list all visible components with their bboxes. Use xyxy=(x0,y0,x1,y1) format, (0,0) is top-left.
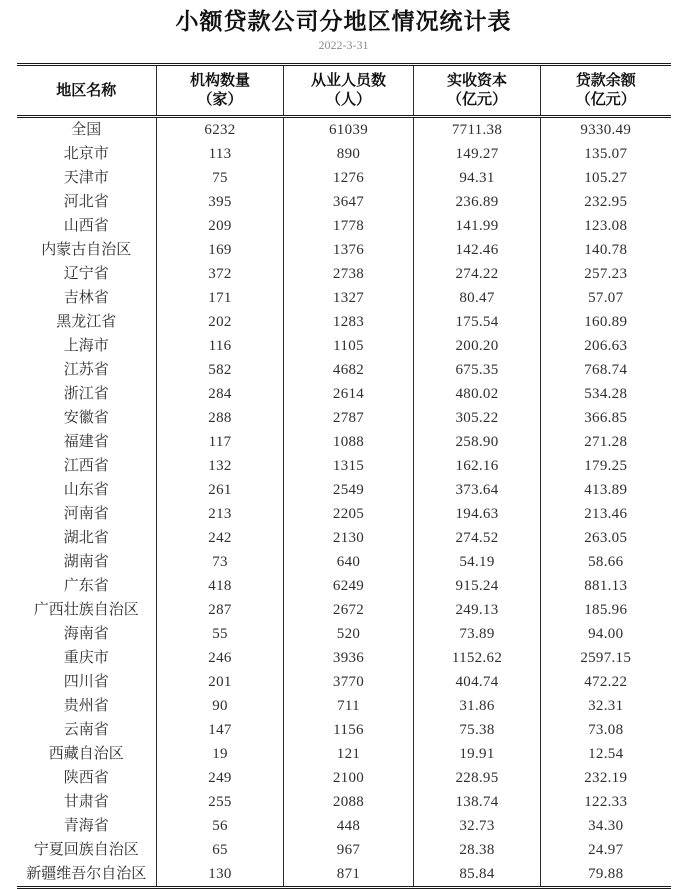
cell-loans: 105.27 xyxy=(541,166,671,190)
cell-loans: 57.07 xyxy=(541,286,671,310)
cell-institutions: 117 xyxy=(157,430,284,454)
cell-loans: 73.08 xyxy=(541,718,671,742)
cell-employees: 1105 xyxy=(284,334,414,358)
cell-region: 江西省 xyxy=(63,458,109,474)
cell-employees: 3936 xyxy=(284,646,414,670)
column-header-employees-label: 从业人员数 xyxy=(310,72,386,89)
column-header-employees-unit: （人） xyxy=(325,91,371,108)
cell-capital: 675.35 xyxy=(414,358,541,382)
cell-loans: 2597.15 xyxy=(541,646,671,670)
cell-capital: 80.47 xyxy=(414,286,541,310)
cell-region: 浙江省 xyxy=(63,386,109,402)
cell-employees: 2738 xyxy=(284,262,414,286)
table-row xyxy=(17,694,671,718)
cell-employees: 3647 xyxy=(284,190,414,214)
cell-institutions: 582 xyxy=(157,358,284,382)
table-row xyxy=(17,766,671,790)
cell-loans: 79.88 xyxy=(541,862,671,888)
cell-loans: 232.95 xyxy=(541,190,671,214)
cell-region: 安徽省 xyxy=(63,410,109,426)
statistics-table xyxy=(17,63,671,889)
cell-loans: 206.63 xyxy=(541,334,671,358)
cell-institutions: 372 xyxy=(157,262,284,286)
cell-capital: 7711.38 xyxy=(414,117,541,143)
cell-employees: 640 xyxy=(284,550,414,574)
cell-institutions: 246 xyxy=(157,646,284,670)
cell-institutions: 65 xyxy=(157,838,284,862)
cell-capital: 249.13 xyxy=(414,598,541,622)
table-body xyxy=(17,117,671,888)
cell-region: 上海市 xyxy=(63,338,109,354)
column-header-institutions-label: 机构数量 xyxy=(189,72,250,89)
cell-region: 天津市 xyxy=(63,170,109,186)
cell-institutions: 201 xyxy=(157,670,284,694)
cell-region: 内蒙古自治区 xyxy=(41,242,132,258)
cell-loans: 179.25 xyxy=(541,454,671,478)
cell-capital: 274.52 xyxy=(414,526,541,550)
cell-institutions: 132 xyxy=(157,454,284,478)
cell-loans: 9330.49 xyxy=(541,117,671,143)
cell-institutions: 213 xyxy=(157,502,284,526)
cell-institutions: 147 xyxy=(157,718,284,742)
cell-capital: 373.64 xyxy=(414,478,541,502)
table-row xyxy=(17,550,671,574)
cell-loans: 768.74 xyxy=(541,358,671,382)
cell-loans: 263.05 xyxy=(541,526,671,550)
cell-institutions: 6232 xyxy=(157,117,284,143)
cell-region: 陕西省 xyxy=(63,770,109,786)
cell-loans: 32.31 xyxy=(541,694,671,718)
cell-loans: 12.54 xyxy=(541,742,671,766)
cell-employees: 121 xyxy=(284,742,414,766)
cell-capital: 1152.62 xyxy=(414,646,541,670)
table-row xyxy=(17,502,671,526)
cell-employees: 2088 xyxy=(284,790,414,814)
cell-region: 黑龙江省 xyxy=(56,314,117,330)
cell-region: 福建省 xyxy=(63,434,109,450)
column-header-institutions-unit: （家） xyxy=(197,91,243,108)
cell-loans: 135.07 xyxy=(541,142,671,166)
cell-capital: 32.73 xyxy=(414,814,541,838)
cell-institutions: 90 xyxy=(157,694,284,718)
column-header-capital xyxy=(414,65,541,117)
cell-employees: 3770 xyxy=(284,670,414,694)
column-header-loans-unit: （亿元） xyxy=(575,91,636,108)
cell-region: 四川省 xyxy=(63,674,109,690)
cell-capital: 274.22 xyxy=(414,262,541,286)
cell-employees: 2549 xyxy=(284,478,414,502)
cell-employees: 890 xyxy=(284,142,414,166)
column-header-institutions xyxy=(157,65,284,117)
cell-region: 全国 xyxy=(71,122,102,138)
table-row xyxy=(17,142,671,166)
cell-institutions: 209 xyxy=(157,214,284,238)
cell-capital: 19.91 xyxy=(414,742,541,766)
cell-institutions: 55 xyxy=(157,622,284,646)
cell-loans: 881.13 xyxy=(541,574,671,598)
cell-region: 重庆市 xyxy=(63,650,109,666)
cell-capital: 236.89 xyxy=(414,190,541,214)
cell-region: 新疆维吾尔自治区 xyxy=(17,862,157,888)
cell-employees: 1283 xyxy=(284,310,414,334)
page-title: 小额贷款公司分地区情况统计表 xyxy=(175,8,512,34)
cell-loans: 257.23 xyxy=(541,262,671,286)
cell-region: 北京市 xyxy=(63,146,109,162)
cell-loans: 213.46 xyxy=(541,502,671,526)
table-row xyxy=(17,526,671,550)
cell-employees: 2100 xyxy=(284,766,414,790)
cell-loans: 160.89 xyxy=(541,310,671,334)
cell-capital: 194.63 xyxy=(414,502,541,526)
cell-capital: 73.89 xyxy=(414,622,541,646)
cell-institutions: 255 xyxy=(157,790,284,814)
cell-institutions: 169 xyxy=(157,238,284,262)
table-row xyxy=(17,838,671,862)
cell-employees: 1327 xyxy=(284,286,414,310)
cell-capital: 85.84 xyxy=(414,862,541,888)
column-header-region-label: 地区名称 xyxy=(56,81,117,99)
cell-loans: 94.00 xyxy=(541,622,671,646)
table-row xyxy=(17,430,671,454)
cell-institutions: 261 xyxy=(157,478,284,502)
cell-employees: 967 xyxy=(284,838,414,862)
column-header-region xyxy=(17,65,157,117)
cell-employees: 1315 xyxy=(284,454,414,478)
cell-capital: 141.99 xyxy=(414,214,541,238)
table-row xyxy=(17,358,671,382)
cell-employees: 1276 xyxy=(284,166,414,190)
cell-capital: 149.27 xyxy=(414,142,541,166)
cell-employees: 2130 xyxy=(284,526,414,550)
table-row xyxy=(17,454,671,478)
table-row xyxy=(17,310,671,334)
cell-employees: 2205 xyxy=(284,502,414,526)
table-header-row xyxy=(17,65,671,117)
cell-employees: 2672 xyxy=(284,598,414,622)
cell-region: 青海省 xyxy=(63,818,109,834)
cell-institutions: 19 xyxy=(157,742,284,766)
cell-employees: 1376 xyxy=(284,238,414,262)
cell-region: 辽宁省 xyxy=(63,266,109,282)
column-header-loans xyxy=(541,65,671,117)
report-date: 2022-3-31 xyxy=(318,38,369,52)
cell-capital: 200.20 xyxy=(414,334,541,358)
cell-capital: 28.38 xyxy=(414,838,541,862)
cell-capital: 94.31 xyxy=(414,166,541,190)
cell-loans: 122.33 xyxy=(541,790,671,814)
column-header-loans-label: 贷款余额 xyxy=(575,72,636,89)
cell-capital: 915.24 xyxy=(414,574,541,598)
table-row xyxy=(17,166,671,190)
table-row xyxy=(17,598,671,622)
cell-institutions: 249 xyxy=(157,766,284,790)
cell-region: 江苏省 xyxy=(63,362,109,378)
cell-institutions: 288 xyxy=(157,406,284,430)
cell-institutions: 130 xyxy=(157,862,284,888)
cell-capital: 142.46 xyxy=(414,238,541,262)
cell-employees: 520 xyxy=(284,622,414,646)
cell-region: 宁夏回族自治区 xyxy=(33,842,139,858)
cell-region: 海南省 xyxy=(63,626,109,642)
cell-loans: 232.19 xyxy=(541,766,671,790)
table-row xyxy=(17,670,671,694)
table-row xyxy=(17,574,671,598)
column-header-employees xyxy=(284,65,414,117)
cell-loans: 413.89 xyxy=(541,478,671,502)
table-row xyxy=(17,790,671,814)
cell-employees: 61039 xyxy=(284,117,414,143)
cell-loans: 366.85 xyxy=(541,406,671,430)
cell-region: 山东省 xyxy=(63,482,109,498)
cell-region: 西藏自治区 xyxy=(48,746,124,762)
cell-capital: 305.22 xyxy=(414,406,541,430)
cell-institutions: 73 xyxy=(157,550,284,574)
table-row xyxy=(17,190,671,214)
cell-employees: 1778 xyxy=(284,214,414,238)
cell-employees: 2614 xyxy=(284,382,414,406)
cell-capital: 480.02 xyxy=(414,382,541,406)
cell-loans: 472.22 xyxy=(541,670,671,694)
table-row xyxy=(17,262,671,286)
cell-institutions: 202 xyxy=(157,310,284,334)
cell-region: 河北省 xyxy=(63,194,109,210)
cell-region: 湖北省 xyxy=(63,530,109,546)
table-row xyxy=(17,382,671,406)
cell-institutions: 287 xyxy=(157,598,284,622)
cell-capital: 75.38 xyxy=(414,718,541,742)
cell-institutions: 284 xyxy=(157,382,284,406)
table-row xyxy=(17,334,671,358)
cell-institutions: 56 xyxy=(157,814,284,838)
cell-capital: 162.16 xyxy=(414,454,541,478)
cell-capital: 228.95 xyxy=(414,766,541,790)
cell-region: 山西省 xyxy=(63,218,109,234)
cell-region: 广东省 xyxy=(63,578,109,594)
cell-region: 河南省 xyxy=(63,506,109,522)
cell-institutions: 395 xyxy=(157,190,284,214)
cell-institutions: 171 xyxy=(157,286,284,310)
column-header-capital-unit: （亿元） xyxy=(446,91,507,108)
table-row xyxy=(17,814,671,838)
cell-employees: 871 xyxy=(284,862,414,888)
cell-employees: 2787 xyxy=(284,406,414,430)
cell-loans: 534.28 xyxy=(541,382,671,406)
cell-capital: 175.54 xyxy=(414,310,541,334)
cell-loans: 140.78 xyxy=(541,238,671,262)
cell-institutions: 116 xyxy=(157,334,284,358)
cell-employees: 4682 xyxy=(284,358,414,382)
cell-region: 广西壮族自治区 xyxy=(33,602,139,618)
cell-employees: 6249 xyxy=(284,574,414,598)
table-row xyxy=(17,406,671,430)
cell-loans: 34.30 xyxy=(541,814,671,838)
cell-loans: 123.08 xyxy=(541,214,671,238)
cell-institutions: 242 xyxy=(157,526,284,550)
table-row xyxy=(17,117,671,143)
column-header-capital-label: 实收资本 xyxy=(446,72,507,89)
table-row xyxy=(17,286,671,310)
cell-employees: 448 xyxy=(284,814,414,838)
cell-employees: 1156 xyxy=(284,718,414,742)
table-row xyxy=(17,862,671,888)
table-row xyxy=(17,742,671,766)
table-row xyxy=(17,238,671,262)
cell-institutions: 75 xyxy=(157,166,284,190)
cell-loans: 185.96 xyxy=(541,598,671,622)
cell-loans: 58.66 xyxy=(541,550,671,574)
cell-region: 甘肃省 xyxy=(63,794,109,810)
cell-region: 湖南省 xyxy=(63,554,109,570)
table-row xyxy=(17,646,671,670)
cell-institutions: 418 xyxy=(157,574,284,598)
statistics-table-container xyxy=(17,63,671,889)
cell-region: 云南省 xyxy=(63,722,109,738)
cell-capital: 31.86 xyxy=(414,694,541,718)
cell-capital: 138.74 xyxy=(414,790,541,814)
cell-region: 吉林省 xyxy=(63,290,109,306)
table-row xyxy=(17,214,671,238)
table-row xyxy=(17,718,671,742)
cell-employees: 1088 xyxy=(284,430,414,454)
cell-capital: 54.19 xyxy=(414,550,541,574)
cell-employees: 711 xyxy=(284,694,414,718)
cell-loans: 271.28 xyxy=(541,430,671,454)
cell-institutions: 113 xyxy=(157,142,284,166)
cell-capital: 404.74 xyxy=(414,670,541,694)
table-row xyxy=(17,622,671,646)
cell-capital: 258.90 xyxy=(414,430,541,454)
cell-loans: 24.97 xyxy=(541,838,671,862)
cell-region: 贵州省 xyxy=(63,698,109,714)
table-row xyxy=(17,478,671,502)
table-header xyxy=(17,65,671,117)
